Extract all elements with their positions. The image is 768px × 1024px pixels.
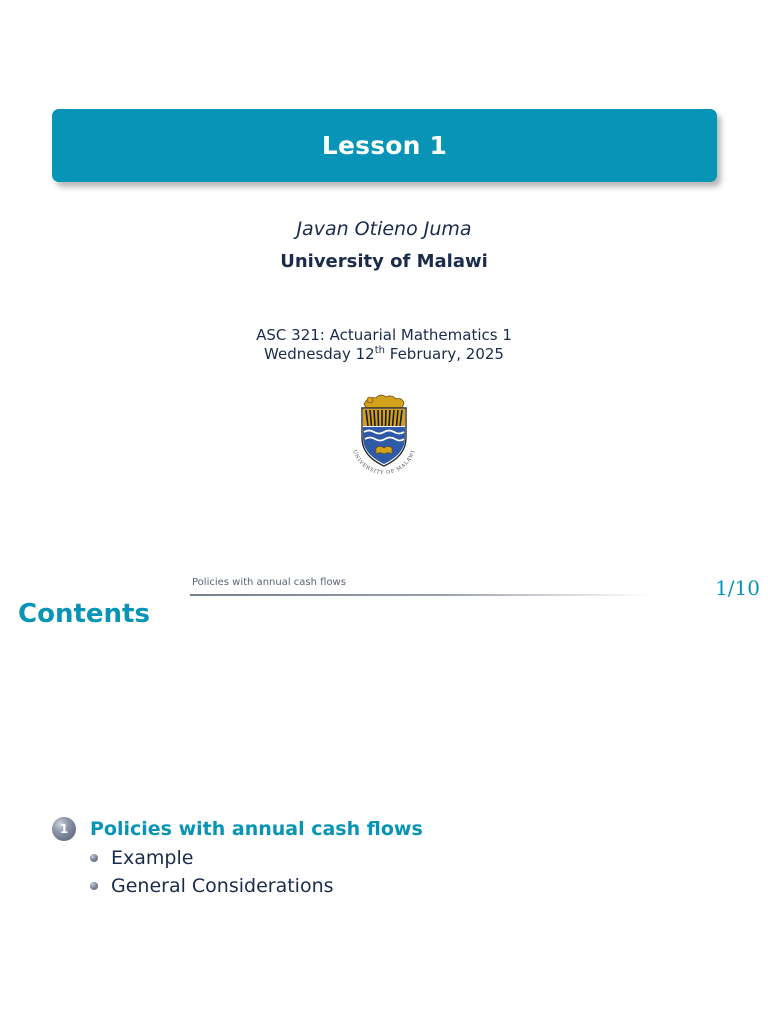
toc-subsection-general-considerations[interactable] [90, 875, 334, 897]
toc-section-1[interactable] [52, 817, 423, 841]
toc-subsection-example[interactable] [90, 847, 193, 869]
contents-heading: Contents [18, 599, 150, 629]
bullet-ball-icon [90, 882, 98, 890]
author-name: Javan Otieno Juma [296, 218, 472, 240]
footer-section-title[interactable]: Policies with annual cash flows [192, 577, 346, 588]
presentation-date: Wednesday 12th February, 2025 [264, 345, 504, 363]
university-of-malawi-crest-icon [346, 390, 422, 478]
crest-ring-text: UNIVERSITY OF MALAWI [351, 449, 417, 477]
section-number-ball-icon: 1 [52, 817, 76, 841]
toc-subsection-label[interactable]: Example [111, 847, 194, 869]
bullet-ball-icon [90, 854, 98, 862]
footer-divider [190, 594, 650, 596]
course-name: ASC 321: Actuarial Mathematics 1 [256, 326, 512, 344]
title-banner [52, 109, 717, 182]
toc-section-label[interactable]: Policies with annual cash flows [90, 818, 423, 840]
toc-subsection-label[interactable]: General Considerations [111, 875, 334, 897]
page-number: 1/10 [715, 576, 760, 600]
slide-title: Lesson 1 [321, 131, 448, 160]
institute-name: University of Malawi [280, 251, 488, 272]
